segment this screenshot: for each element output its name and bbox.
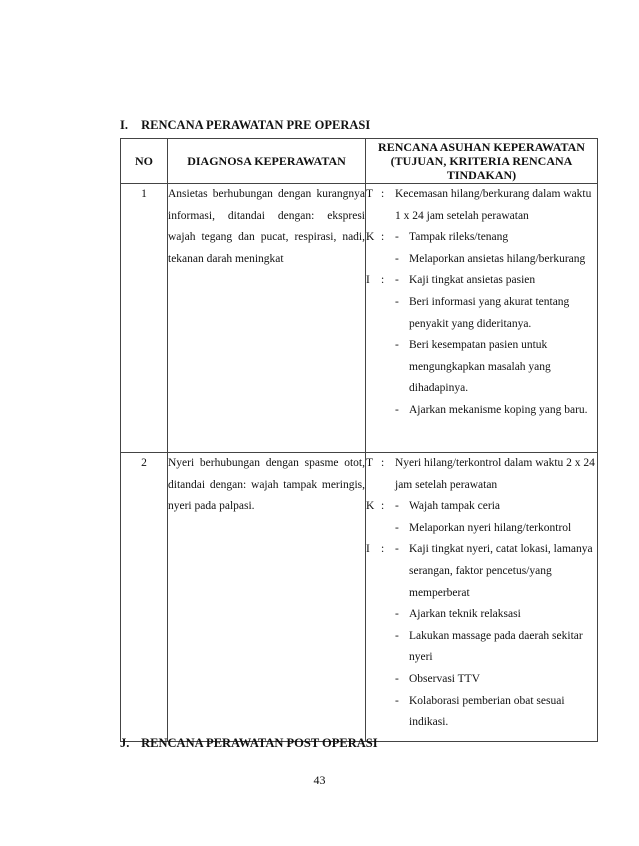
intervensi-list (395, 270, 597, 421)
colon: : (381, 500, 385, 513)
list-dash: - (395, 274, 399, 287)
colon: : (381, 274, 385, 287)
list-item (395, 518, 597, 540)
list-item-text: Kaji tingkat nyeri, catat lokasi, lamanya serangan, faktor pencetus/yang memperberat (409, 543, 593, 599)
list-dash: - (395, 500, 399, 513)
header-diagnosa: DIAGNOSA KEPERAWATAN (168, 139, 366, 184)
list-item (395, 249, 597, 271)
plan-cell (366, 453, 598, 742)
diagnosis-cell (168, 184, 366, 453)
list-dash: - (395, 521, 399, 534)
table-header-row (121, 139, 598, 184)
list-item (395, 669, 597, 691)
list-item-text: Ajarkan mekanisme koping yang baru. (409, 403, 588, 416)
plan-intervensi (366, 270, 597, 421)
tujuan-label: T (366, 188, 374, 200)
table-row (121, 184, 598, 453)
list-item (395, 227, 597, 249)
diagnosis-cell (168, 453, 366, 742)
diagnosis-text: Ansietas berhubungan dengan kurangnya informasi, ditandai dengan: ekspresi wajah tegang dan pucat, respirasi, nadi, tekanan darah meningkat (168, 188, 365, 265)
section-heading-pre-operasi (120, 118, 370, 133)
section-title: RENCANA PERAWATAN POST OPERASI (141, 736, 378, 750)
list-item (395, 400, 597, 422)
list-dash: - (395, 608, 399, 621)
section-heading-post-operasi (120, 736, 378, 751)
list-item-text: Melaporkan ansietas hilang/berkurang (409, 252, 586, 265)
list-item-text: Kolaborasi pemberian obat sesuai indikasi. (409, 694, 565, 729)
plan-tujuan (366, 453, 597, 496)
list-dash: - (395, 231, 399, 244)
list-item-text: Melaporkan nyeri hilang/terkontrol (409, 521, 572, 534)
row-number (121, 184, 168, 453)
kriteria-list (395, 227, 597, 270)
colon: : (381, 188, 385, 200)
list-dash: - (395, 694, 399, 707)
colon: : (381, 231, 385, 244)
list-item (395, 691, 597, 734)
list-dash: - (395, 252, 399, 265)
list-item (395, 539, 597, 604)
section-number: J. (120, 736, 130, 750)
list-item-text: Lakukan massage pada daerah sekitar nyeri (409, 629, 583, 664)
tujuan-label: T (366, 457, 374, 469)
list-item (395, 496, 597, 518)
plan-intervensi (366, 539, 597, 733)
plan-cell (366, 184, 598, 453)
row-number (121, 453, 168, 742)
diagnosis-text: Nyeri berhubungan dengan spasme otot, ditandai dengan: wajah tampak meringis, nyeri pada palpasi. (168, 457, 365, 513)
list-item-text: Beri kesempatan pasien untuk mengungkapkan masalah yang dihadapinya. (409, 339, 551, 395)
colon: : (381, 543, 385, 556)
intervensi-label: I (366, 274, 370, 287)
list-item (395, 270, 597, 292)
kriteria-label: K (366, 500, 375, 513)
kriteria-label: K (366, 231, 375, 244)
kriteria-list (395, 496, 597, 539)
list-dash: - (395, 629, 399, 642)
intervensi-list (395, 539, 597, 733)
plan-tujuan (366, 184, 597, 227)
page-number: 43 (313, 773, 326, 787)
plan-kriteria (366, 496, 597, 539)
list-item (395, 335, 597, 400)
list-item-text: Beri informasi yang akurat tentang penyakit yang dideritanya. (409, 295, 570, 330)
list-dash: - (395, 295, 399, 308)
tujuan-text: Nyeri hilang/terkontrol dalam waktu 2 x 24 jam setelah perawatan (395, 457, 595, 491)
list-item (395, 292, 597, 335)
section-title: RENCANA PERAWATAN PRE OPERASI (141, 118, 371, 132)
list-dash: - (395, 543, 399, 556)
header-no: NO (121, 139, 168, 184)
list-dash: - (395, 339, 399, 352)
list-dash: - (395, 672, 399, 685)
list-item (395, 626, 597, 669)
table-row (121, 453, 598, 742)
intervensi-label: I (366, 543, 370, 556)
list-dash: - (395, 403, 399, 416)
header-rencana: RENCANA ASUHAN KEPERAWATAN (TUJUAN, KRITERIA RENCANA TINDAKAN) (366, 139, 598, 184)
nursing-care-plan-table (120, 138, 598, 742)
tujuan-text: Kecemasan hilang/berkurang dalam waktu 1 x 24 jam setelah perawatan (395, 188, 592, 222)
list-item-text: Tampak rileks/tenang (409, 231, 509, 244)
list-item-text: Observasi TTV (409, 672, 481, 685)
section-number: I. (120, 118, 128, 132)
plan-kriteria (366, 227, 597, 270)
list-item-text: Kaji tingkat ansietas pasien (409, 274, 536, 287)
colon: : (381, 457, 385, 469)
list-item-text: Ajarkan teknik relaksasi (409, 608, 521, 621)
row-number-text: 1 (141, 188, 147, 200)
list-item (395, 604, 597, 626)
list-item-text: Wajah tampak ceria (409, 500, 501, 513)
row-number-text: 2 (141, 457, 147, 469)
